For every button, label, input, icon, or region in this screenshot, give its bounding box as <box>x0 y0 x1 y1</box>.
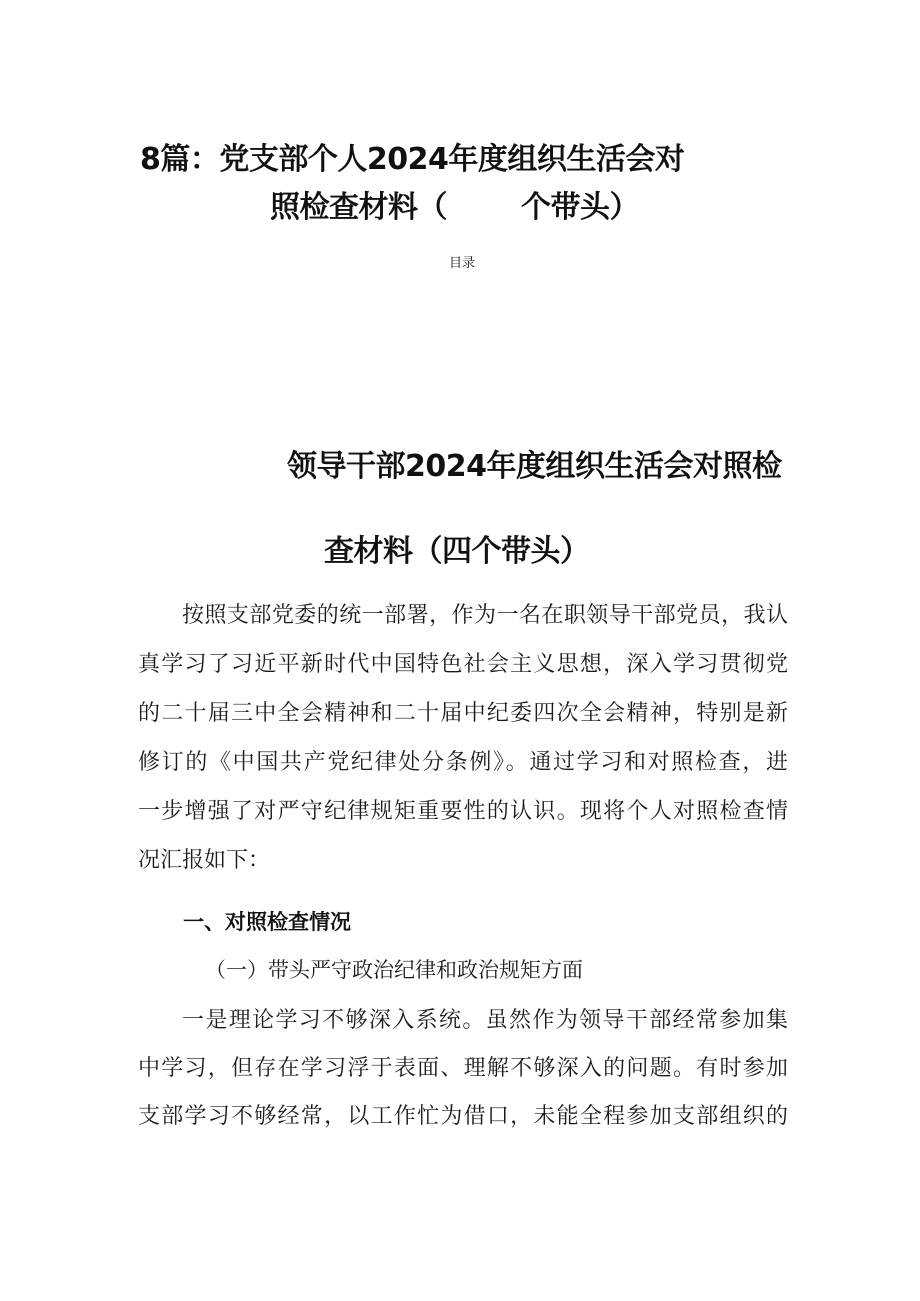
section-heading: 一、对照检查情况 <box>183 910 351 934</box>
paragraph-line: 的二十届三中全会精神和二十届中纪委四次全会精神，特别是新 <box>138 701 788 726</box>
paragraph-line: 按照支部党委的统一部署，作为一名在职领导干部党员，我认 <box>182 603 788 628</box>
subsection-heading: （一）带头严守政治纪律和政治规矩方面 <box>205 958 583 982</box>
document-title-line-2 <box>270 190 639 226</box>
article-title-line-2: 查材料（四个带头） <box>324 534 590 569</box>
intro-paragraph <box>138 591 788 885</box>
paragraph-line: 真学习了习近平新时代中国特色社会主义思想，深入学习贯彻党 <box>138 652 788 677</box>
article-title-line-1: 领导干部2024年度组织生活会对照检 <box>287 449 782 484</box>
document-title-line-2-part-1: 照检查材料（ <box>270 190 447 225</box>
document-title-line-1: 8篇：党支部个人2024年度组织生活会对 <box>140 142 685 177</box>
body-paragraph <box>138 997 788 1141</box>
document-title-line-2-part-2: 个带头） <box>521 190 639 225</box>
paragraph-line: 一是理论学习不够深入系统。虽然作为领导干部经常参加集 <box>182 1008 788 1033</box>
paragraph-line: 况汇报如下： <box>138 848 271 873</box>
paragraph-line: 支部学习不够经常，以工作忙为借口，未能全程参加支部组织的 <box>138 1104 788 1129</box>
toc-label: 目录 <box>449 256 476 271</box>
paragraph-line: 修订的《中国共产党纪律处分条例》。通过学习和对照检查，进 <box>138 750 788 775</box>
paragraph-line: 一步增强了对严守纪律规矩重要性的认识。现将个人对照检查情 <box>138 799 788 824</box>
paragraph-line: 中学习，但存在学习浮于表面、理解不够深入的问题。有时参加 <box>138 1056 788 1081</box>
